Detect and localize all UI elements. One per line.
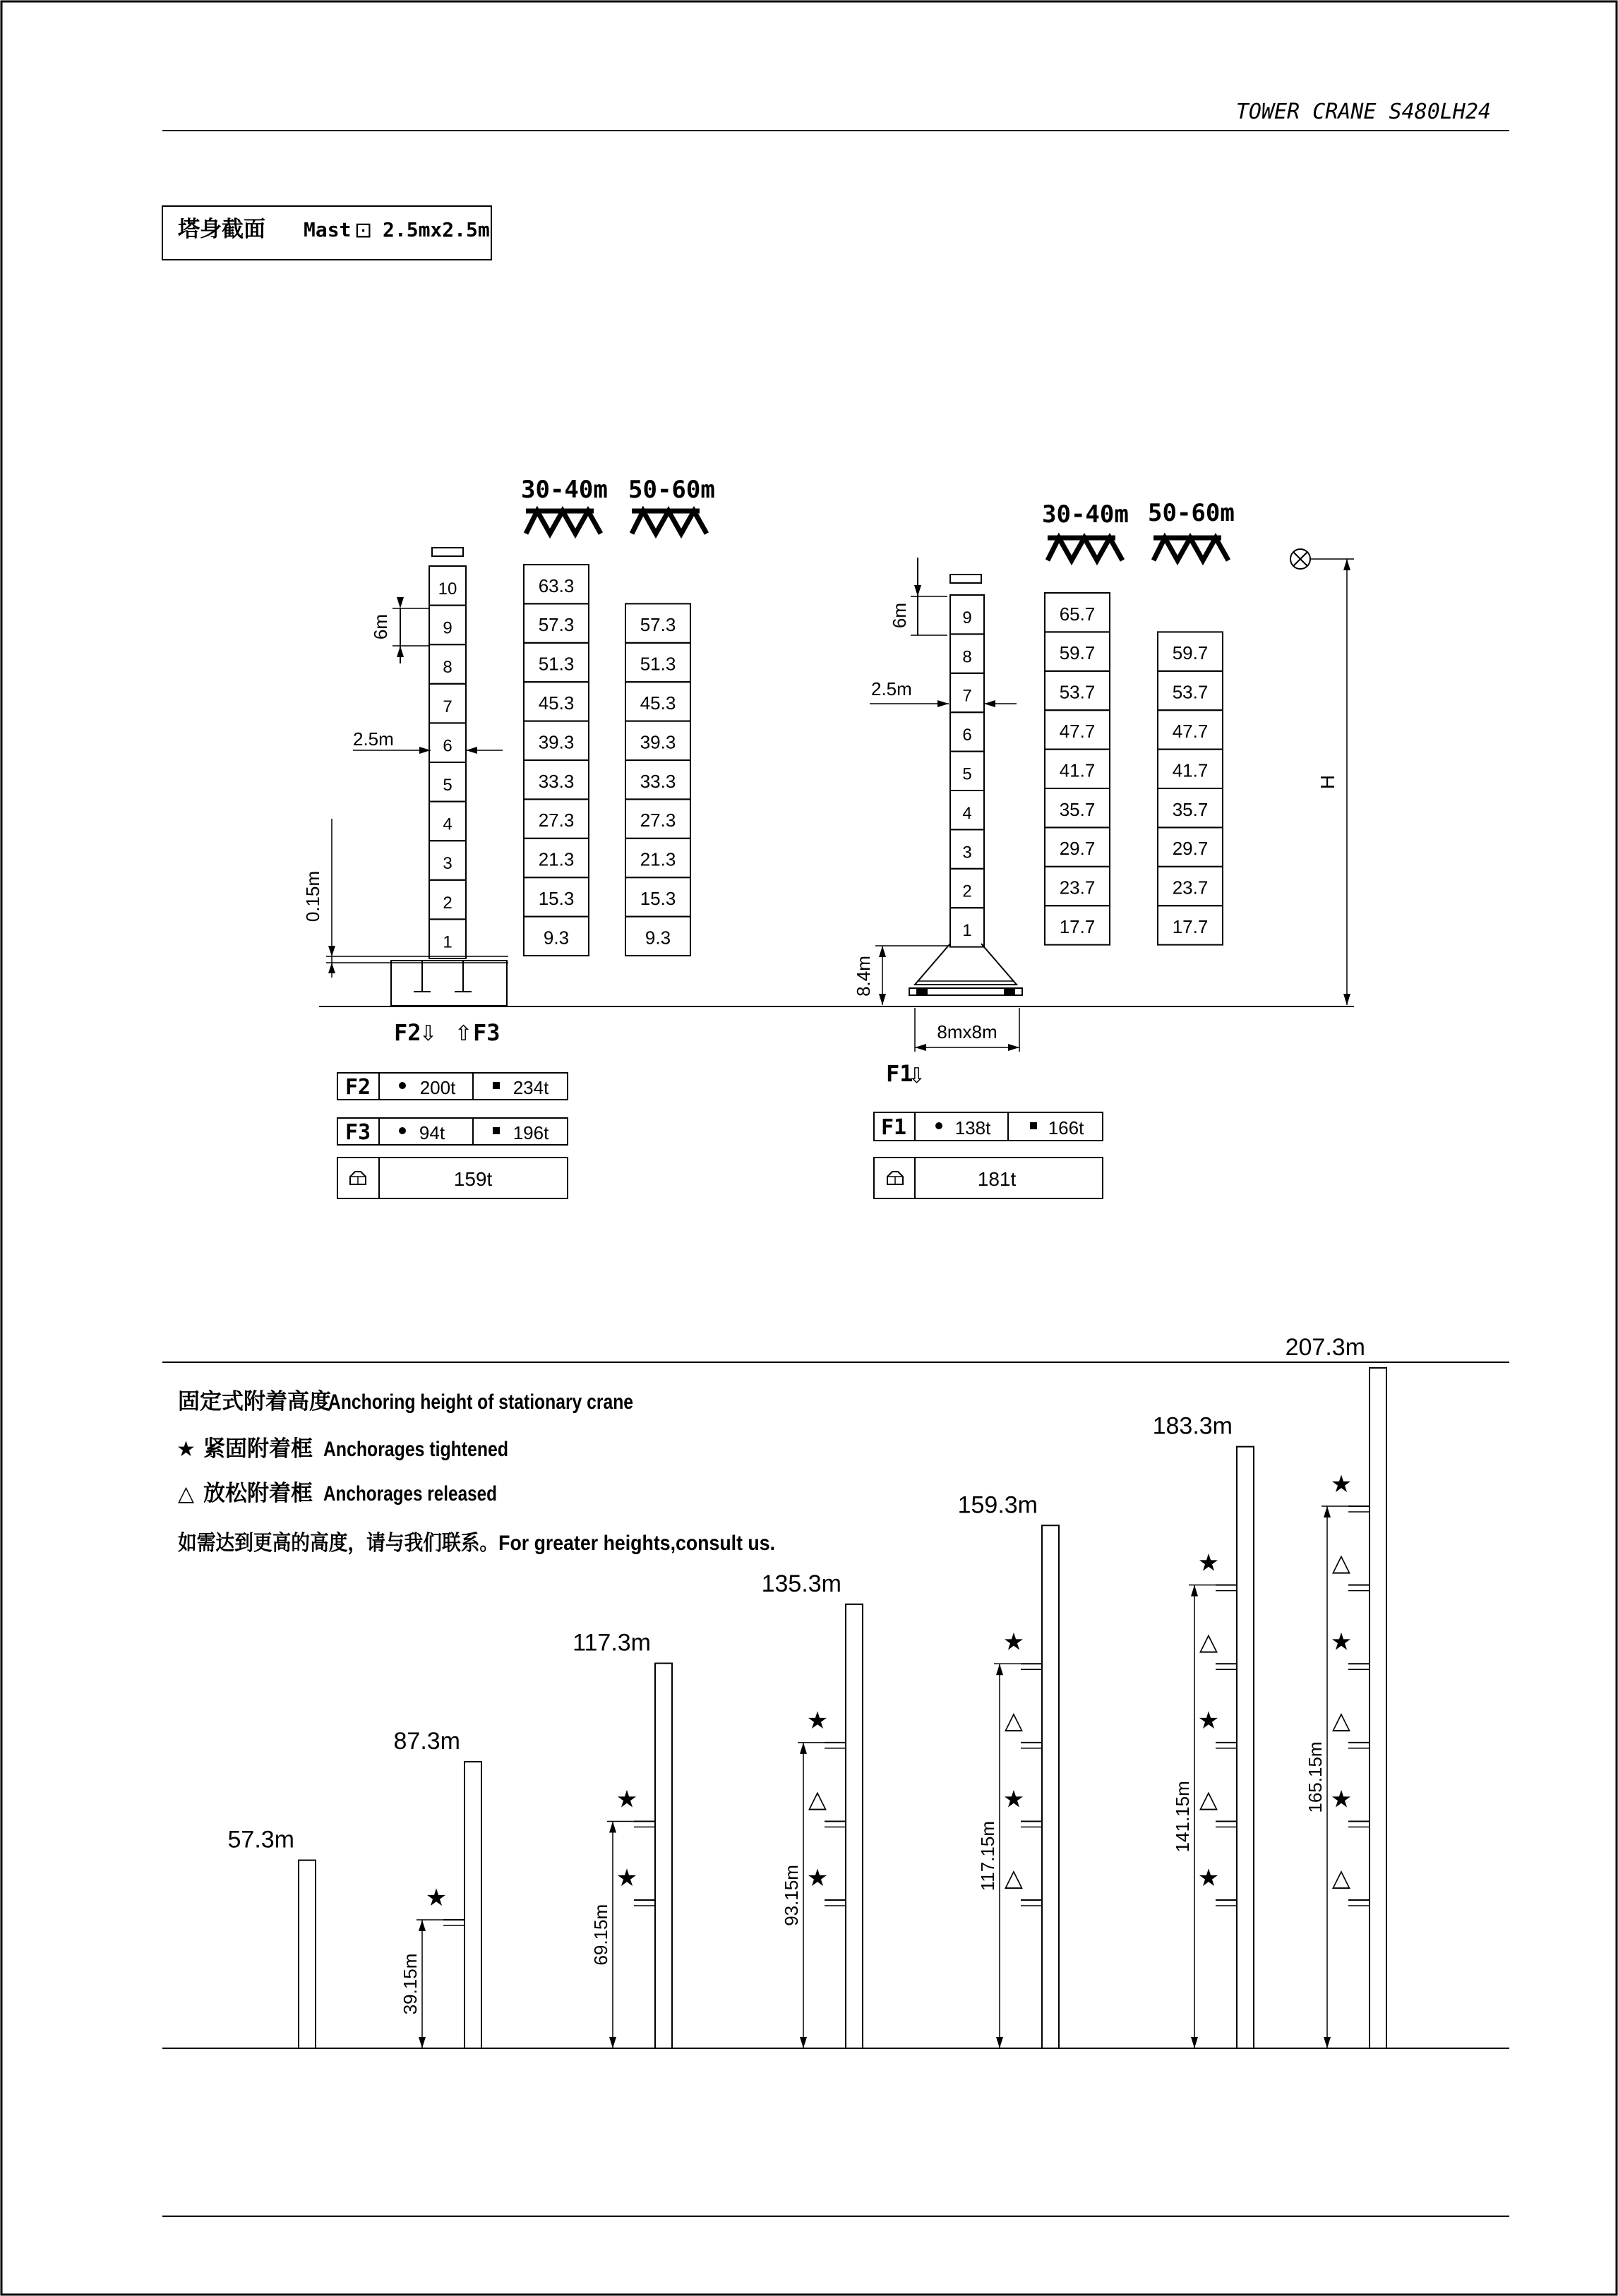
anchorage-tightened-star-icon: ★ — [1002, 1628, 1025, 1656]
anchorage-released-triangle-icon: △ — [1004, 1865, 1024, 1892]
tower-mast — [299, 1861, 316, 2048]
mast-section-number: 6 — [962, 726, 972, 745]
right-height-column-50-60 — [1158, 632, 1223, 944]
height-value: 57.3 — [538, 614, 575, 636]
height-value: 27.3 — [640, 810, 676, 831]
down-arrow-icon: ⇩ — [419, 1022, 438, 1045]
left-dim-width: 2.5m — [353, 728, 394, 750]
right-force-label: F1 — [886, 1060, 913, 1087]
dimension-arrow — [1324, 2037, 1331, 2048]
mast-section-size: 2.5mx2.5m — [383, 218, 490, 241]
height-value: 47.7 — [1172, 720, 1209, 742]
load-name: F1 — [880, 1115, 907, 1140]
anchorage-released-triangle-icon: △ — [1199, 1628, 1218, 1656]
dimension-arrow — [800, 2037, 807, 2048]
anchorage-released-triangle-icon: △ — [1004, 1707, 1024, 1734]
left-height-column-30-40 — [524, 565, 589, 956]
dimension-arrow — [1191, 2037, 1198, 2048]
left-jib-label-50-60: 50-60m — [628, 476, 715, 504]
dimension-arrow — [609, 1821, 616, 1832]
anchor-dimension-label: 93.15m — [781, 1865, 802, 1926]
height-value: 45.3 — [538, 692, 575, 714]
height-value: 9.3 — [645, 927, 671, 949]
height-value: 41.7 — [1172, 759, 1209, 781]
height-value: 21.3 — [538, 848, 575, 870]
anchorage-tightened-star-icon: ★ — [616, 1786, 638, 1813]
anchoring-tower — [228, 1827, 316, 2048]
ballast-icon — [887, 1172, 903, 1184]
height-value: 35.7 — [1059, 798, 1096, 820]
height-value: 41.7 — [1059, 759, 1096, 781]
right-height-column-30-40 — [1045, 593, 1110, 945]
tower-mast — [655, 1664, 672, 2048]
ballast-value: 181t — [977, 1168, 1017, 1190]
mast-section-number: 7 — [443, 697, 453, 716]
mast-section-number: 4 — [962, 803, 972, 823]
right-jib-label-50-60: 50-60m — [1148, 499, 1235, 527]
mast-top-cap — [432, 548, 463, 556]
ballast-value: 159t — [453, 1168, 493, 1190]
anchoring-legend — [176, 1389, 849, 1556]
tower-height-label: 117.3m — [573, 1629, 651, 1657]
height-value: 59.7 — [1172, 642, 1209, 664]
anchorage-tightened-star-icon: ★ — [1330, 1628, 1353, 1656]
right-jib-label-30-40: 30-40m — [1042, 500, 1129, 529]
ballast-icon — [350, 1172, 366, 1184]
dimension-arrow — [609, 2037, 616, 2048]
tower-height-label: 87.3m — [393, 1728, 460, 1755]
load-value-2: 196t — [513, 1122, 549, 1143]
left-mast — [429, 566, 466, 958]
anchorage-tightened-star-icon: ★ — [616, 1865, 638, 1892]
right-dim-height: H — [1317, 774, 1338, 790]
height-value: 51.3 — [538, 653, 575, 675]
height-value: 45.3 — [640, 692, 676, 714]
height-value: 15.3 — [538, 887, 575, 909]
mast-section-number: 10 — [438, 579, 457, 599]
right-dim-section: 6m — [889, 602, 910, 629]
left-foundation — [391, 961, 507, 1006]
height-value: 59.7 — [1059, 642, 1096, 664]
left-crane-diagram — [302, 476, 715, 1198]
mast-section-number: 7 — [962, 686, 972, 706]
mast-section-number: 8 — [443, 658, 453, 678]
legend-tightened-cn: 紧固附着框 — [203, 1436, 313, 1461]
tower-height-label: 135.3m — [761, 1570, 841, 1597]
anchorage-tightened-star-icon: ★ — [1197, 1549, 1220, 1577]
anchorage-tightened-star-icon: ★ — [806, 1865, 829, 1892]
anchorage-released-triangle-icon: △ — [1199, 1786, 1218, 1813]
anchorage-tightened-star-icon: ★ — [1330, 1471, 1353, 1498]
height-value: 57.3 — [640, 614, 676, 636]
anchorage-released-triangle-icon: △ — [808, 1786, 827, 1813]
anchor-dimension-label: 39.15m — [400, 1953, 421, 2015]
height-value: 33.3 — [640, 770, 676, 792]
height-value: 17.7 — [1172, 915, 1209, 937]
anchoring-tower — [394, 1728, 482, 2048]
mast-section-number: 1 — [962, 921, 972, 941]
height-value: 53.7 — [1172, 681, 1209, 703]
load-value-1: 138t — [954, 1117, 991, 1138]
tower-mast — [1042, 1525, 1059, 2048]
dimension-arrow — [419, 2037, 426, 2048]
mast-section-number: 3 — [962, 843, 972, 862]
height-value: 53.7 — [1059, 681, 1096, 703]
right-dim-width: 2.5m — [871, 678, 912, 699]
hook-height-symbol-icon — [1290, 549, 1310, 569]
tower-mast — [846, 1604, 863, 2048]
height-value: 17.7 — [1059, 915, 1096, 937]
anchorage-released-triangle-icon: △ — [1331, 1707, 1351, 1734]
load-value-2: 234t — [513, 1077, 549, 1098]
anchorage-tightened-star-icon: ★ — [1197, 1707, 1220, 1734]
anchorage-tightened-star-icon: ★ — [806, 1707, 829, 1734]
left-force-label-down: F2 — [394, 1019, 421, 1046]
height-value: 21.3 — [640, 848, 676, 870]
right-dim-footprint: 8mx8m — [937, 1021, 997, 1042]
anchoring-tower — [1286, 1334, 1386, 2048]
left-dim-base: 0.15m — [302, 870, 323, 922]
anchoring-title-cn: 固定式附着高度 — [178, 1389, 331, 1414]
mast-section-en: Mast — [304, 218, 352, 241]
left-force-label-up: F3 — [473, 1019, 501, 1046]
up-arrow-icon: ⇧ — [455, 1022, 473, 1045]
tower-height-label: 207.3m — [1285, 1334, 1365, 1362]
legend-released-cn: 放松附着框 — [203, 1481, 313, 1505]
down-arrow-icon: ⇩ — [908, 1064, 926, 1088]
mast-section-number: 1 — [443, 932, 453, 952]
anchor-dimension-label: 69.15m — [590, 1904, 611, 1966]
height-value: 23.7 — [1059, 877, 1096, 898]
height-value: 65.7 — [1059, 603, 1096, 625]
anchor-dimension-label: 141.15m — [1172, 1781, 1193, 1853]
anchorage-released-triangle-icon: △ — [1331, 1865, 1351, 1892]
height-value: 23.7 — [1172, 877, 1209, 898]
mast-section-number: 8 — [962, 647, 972, 667]
anchoring-tower — [958, 1491, 1059, 2048]
mast-top-cap — [950, 575, 981, 583]
anchoring-tower — [573, 1630, 672, 2048]
load-name: F2 — [344, 1075, 371, 1100]
left-dim-section: 6m — [370, 613, 391, 640]
anchorage-tightened-star-icon: ★ — [1330, 1786, 1353, 1813]
left-load-table — [337, 1073, 568, 1198]
load-value-1: 200t — [419, 1077, 456, 1098]
height-value: 47.7 — [1059, 720, 1096, 742]
tower-mast — [465, 1762, 481, 2048]
right-load-table — [874, 1112, 1103, 1198]
tower-mast — [1237, 1447, 1254, 2048]
dimension-arrow — [996, 2037, 1003, 2048]
sheet-border — [1, 1, 1617, 2295]
tower-height-label: 183.3m — [1152, 1412, 1233, 1440]
anchorage-released-triangle-icon: △ — [1331, 1549, 1351, 1577]
load-value-2: 166t — [1048, 1117, 1084, 1138]
dimension-arrow — [996, 1664, 1003, 1675]
triangle-icon: △ — [178, 1482, 195, 1505]
dimension-arrow — [1324, 1506, 1331, 1517]
load-name: F3 — [344, 1120, 371, 1145]
mast-section-number: 2 — [962, 882, 972, 901]
mast-section-number: 9 — [443, 618, 453, 638]
anchorage-tightened-star-icon: ★ — [1197, 1865, 1220, 1892]
consult-note: 如需达到更高的高度，请与我们联系。For greater heights,consult us. — [178, 1532, 849, 1555]
jib-truss-icon — [632, 511, 707, 534]
right-mast — [950, 595, 984, 947]
tower-height-label: 57.3m — [227, 1826, 294, 1853]
right-crane-diagram — [853, 499, 1354, 1198]
left-jib-label-30-40: 30-40m — [521, 476, 608, 504]
height-value: 39.3 — [538, 731, 575, 753]
mast-section-number: 5 — [962, 764, 972, 784]
height-value: 29.7 — [1172, 838, 1209, 860]
anchor-dimension-label: 117.15m — [977, 1820, 998, 1892]
height-value: 33.3 — [538, 770, 575, 792]
document-title: TOWER CRANE S480LH24 — [1235, 100, 1491, 124]
mast-section-number: 4 — [443, 815, 453, 834]
height-value: 27.3 — [538, 810, 575, 831]
right-undercarriage — [909, 944, 1022, 995]
jib-truss-icon — [526, 511, 601, 534]
mast-section-box — [162, 206, 491, 260]
jib-truss-icon — [1153, 538, 1228, 560]
tower-height-label: 159.3m — [957, 1491, 1038, 1519]
tower-mast — [1370, 1368, 1386, 2048]
height-value: 29.7 — [1059, 838, 1096, 860]
anchoring-title-en: Anchoring height of stationary crane — [328, 1390, 633, 1414]
star-icon: ★ — [176, 1438, 196, 1461]
anchoring-tower — [1153, 1413, 1254, 2048]
legend-released-en: Anchorages released — [323, 1482, 497, 1505]
mast-section-cn: 塔身截面 — [178, 217, 265, 241]
mast-section-number: 2 — [443, 893, 453, 913]
height-value: 9.3 — [543, 927, 570, 949]
height-value: 39.3 — [640, 731, 676, 753]
height-value: 15.3 — [640, 887, 676, 909]
height-value: 63.3 — [538, 575, 575, 596]
dimension-arrow — [1191, 1585, 1198, 1597]
height-value: 35.7 — [1172, 798, 1209, 820]
left-height-column-50-60 — [625, 603, 690, 956]
right-dim-base: 8.4m — [853, 956, 874, 997]
height-value: 51.3 — [640, 653, 676, 675]
dimension-arrow — [800, 1743, 807, 1754]
mast-section-number: 3 — [443, 854, 453, 874]
anchorage-tightened-star-icon: ★ — [425, 1884, 448, 1911]
anchorage-tightened-star-icon: ★ — [1002, 1786, 1025, 1813]
mast-section-number: 5 — [443, 776, 453, 795]
mast-section-symbol: ⊡ — [354, 219, 373, 242]
jib-truss-icon — [1048, 538, 1122, 560]
mast-section-number: 6 — [443, 736, 453, 756]
anchor-dimension-label: 165.15m — [1305, 1741, 1326, 1813]
legend-tightened-en: Anchorages tightened — [323, 1438, 508, 1461]
anchoring-tower — [762, 1570, 863, 2048]
load-value-1: 94t — [419, 1122, 445, 1143]
dimension-arrow — [419, 1920, 426, 1931]
mast-section-number: 9 — [962, 608, 972, 627]
